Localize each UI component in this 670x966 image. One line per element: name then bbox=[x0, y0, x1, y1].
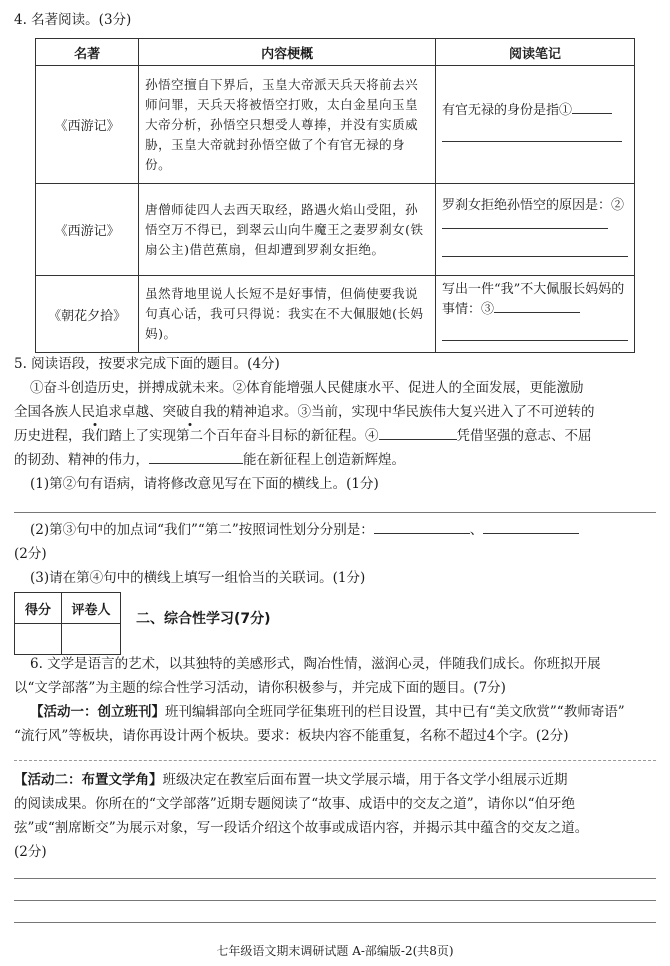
summary-cell: 孙悟空擅自下界后，玉皇大帝派天兵天将前去兴师问罪，天兵天将被悟空打败，太白金星向玉皇大帝分析，孙悟空只想受人尊捧，并没有实质威胁，玉皇大帝就封孙悟空做了个有官无禄的身份。 bbox=[139, 66, 436, 184]
score-field[interactable] bbox=[15, 624, 62, 655]
answer-line[interactable] bbox=[442, 236, 628, 257]
col-header-book: 名著 bbox=[36, 39, 139, 66]
activity-2-text: 的阅读成果。你所在的“文学部落”近期专题阅读了“故事、成语中的交友之道”，请你以“伯牙绝 bbox=[14, 796, 576, 812]
activity-2 bbox=[14, 770, 656, 790]
sub-question-2-text: (2)第③句中的加点词“我们”“第二”按照词性划分分别是： bbox=[30, 522, 374, 538]
q5-title: 5. 阅读语段，按要求完成下面的题目。(4分) bbox=[14, 356, 280, 372]
passage-text: 的韧劲、精神的伟力， bbox=[14, 452, 149, 468]
answer-blank[interactable] bbox=[374, 533, 470, 534]
section-heading: 二、综合性学习(7分) bbox=[136, 611, 271, 627]
conjunction-blank-2[interactable] bbox=[149, 463, 243, 464]
score-note: (2分) bbox=[14, 844, 47, 860]
activity-2-text: 弦”或“割席断交”为展示对象，写一段话介绍这个故事或成语内容，并揭示其中蕴含的交友之道。 bbox=[14, 820, 589, 836]
page-footer: 七年级语文期末调研试题 A-部编版-2(共8页) bbox=[216, 944, 454, 958]
passage-line bbox=[14, 426, 656, 446]
book-cell: 《西游记》 bbox=[36, 66, 139, 184]
note-prompt: 有官无禄的身份是指① bbox=[442, 102, 573, 118]
q6-text: 6. 文学是语言的艺术，以其独特的美感形式，陶冶性情，滋润心灵，伴随我们成长。你班拟开展 bbox=[30, 656, 601, 672]
passage-text: 历史进程， bbox=[14, 428, 82, 444]
answer-line[interactable] bbox=[14, 900, 656, 901]
activity-1 bbox=[30, 702, 656, 722]
note-prompt: 罗刹女拒绝孙悟空的原因是：② bbox=[442, 197, 625, 213]
sub-question-3: (3)请在第④句中的横线上填写一组恰当的关联词。(1分) bbox=[30, 570, 366, 586]
q4-title: 4. 名著阅读。(3分) bbox=[14, 12, 132, 28]
answer-blank-1[interactable] bbox=[572, 113, 612, 114]
q6-text: 以“文学部落”为主题的综合性学习活动，请你积极参与，并完成下面的题目。(7分) bbox=[14, 680, 506, 696]
activity-1-tag: 【活动一：创立班刊】 bbox=[30, 704, 165, 720]
summary-cell: 唐僧师徒四人去西天取经，路遇火焰山受阻，孙悟空万不得已，到翠云山向牛魔王之妻罗刹女(铁扇公主)借芭蕉扇，但却遭到罗刹女拒绝。 bbox=[139, 184, 436, 276]
passage-text: 凭借坚强的意志、不屈 bbox=[456, 428, 592, 444]
dotted-word-1: 我们 bbox=[81, 428, 109, 444]
answer-blank-3[interactable] bbox=[494, 312, 580, 313]
answer-line[interactable] bbox=[14, 922, 656, 923]
conjunction-blank-1[interactable] bbox=[379, 439, 457, 440]
answer-line[interactable] bbox=[14, 878, 656, 879]
answer-blank-2[interactable] bbox=[442, 228, 608, 229]
grader-field[interactable] bbox=[62, 624, 121, 655]
sub-question-2: (2)第③句中的加点词“我们”“第二”按照词性划分分别是： 、 bbox=[30, 520, 656, 540]
answer-line[interactable] bbox=[14, 512, 656, 513]
note-prompt: 写出一件“我”不大佩服长妈妈的事情：③ bbox=[442, 282, 625, 317]
activity-1-text: “流行风”等板块，请你再设计两个板块。要求：板块内容不能重复，名称不超过4个字。(2分) bbox=[14, 728, 569, 744]
passage-text: 踏上了实现 bbox=[108, 428, 176, 444]
passage-text: 能在新征程上创造新辉煌。 bbox=[243, 452, 405, 468]
sub-question-1: (1)第②句有语病，请将修改意见写在下面的横线上。(1分) bbox=[30, 476, 379, 492]
score-note: (2分) bbox=[14, 546, 47, 562]
answer-blank[interactable] bbox=[483, 533, 579, 534]
answer-line[interactable] bbox=[14, 760, 656, 761]
reading-table bbox=[35, 38, 635, 353]
book-cell: 《朝花夕拾》 bbox=[36, 276, 139, 353]
note-cell bbox=[436, 184, 635, 276]
grader-label: 评卷人 bbox=[62, 593, 121, 624]
activity-2-text: 班级决定在教室后面布置一块文学展示墙，用于各文学小组展示近期 bbox=[162, 772, 568, 788]
answer-line[interactable] bbox=[442, 121, 622, 142]
score-label: 得分 bbox=[15, 593, 62, 624]
activity-2-tag: 【活动二：布置文学角】 bbox=[14, 772, 163, 788]
dotted-word-2: 第二 bbox=[176, 428, 203, 444]
activity-1-text: 班刊编辑部向全班同学征集班刊的栏目设置，其中已有“美文欣赏”“教师寄语” bbox=[165, 704, 625, 720]
book-cell: 《西游记》 bbox=[36, 184, 139, 276]
col-header-notes: 阅读笔记 bbox=[436, 39, 635, 66]
summary-cell: 虽然背地里说人长短不是好事情，但倘使要我说句真心话，我可只得说：我实在不大佩服她(长妈妈)。 bbox=[139, 276, 436, 353]
passage-line bbox=[14, 450, 656, 470]
col-header-summary: 内容梗概 bbox=[139, 39, 436, 66]
passage-line: 全国各族人民追求卓越、突破自我的精神追求。③当前，实现中华民族伟大复兴进入了不可逆转的 bbox=[14, 404, 595, 420]
note-cell bbox=[436, 66, 635, 184]
note-cell bbox=[436, 276, 635, 353]
answer-line[interactable] bbox=[442, 320, 628, 341]
score-box bbox=[14, 592, 121, 655]
passage-line: ①奋斗创造历史，拼搏成就未来。②体育能增强人民健康水平、促进人的全面发展，更能激励 bbox=[30, 380, 584, 396]
passage-text: 个百年奋斗目标的新征程。④ bbox=[203, 428, 379, 444]
